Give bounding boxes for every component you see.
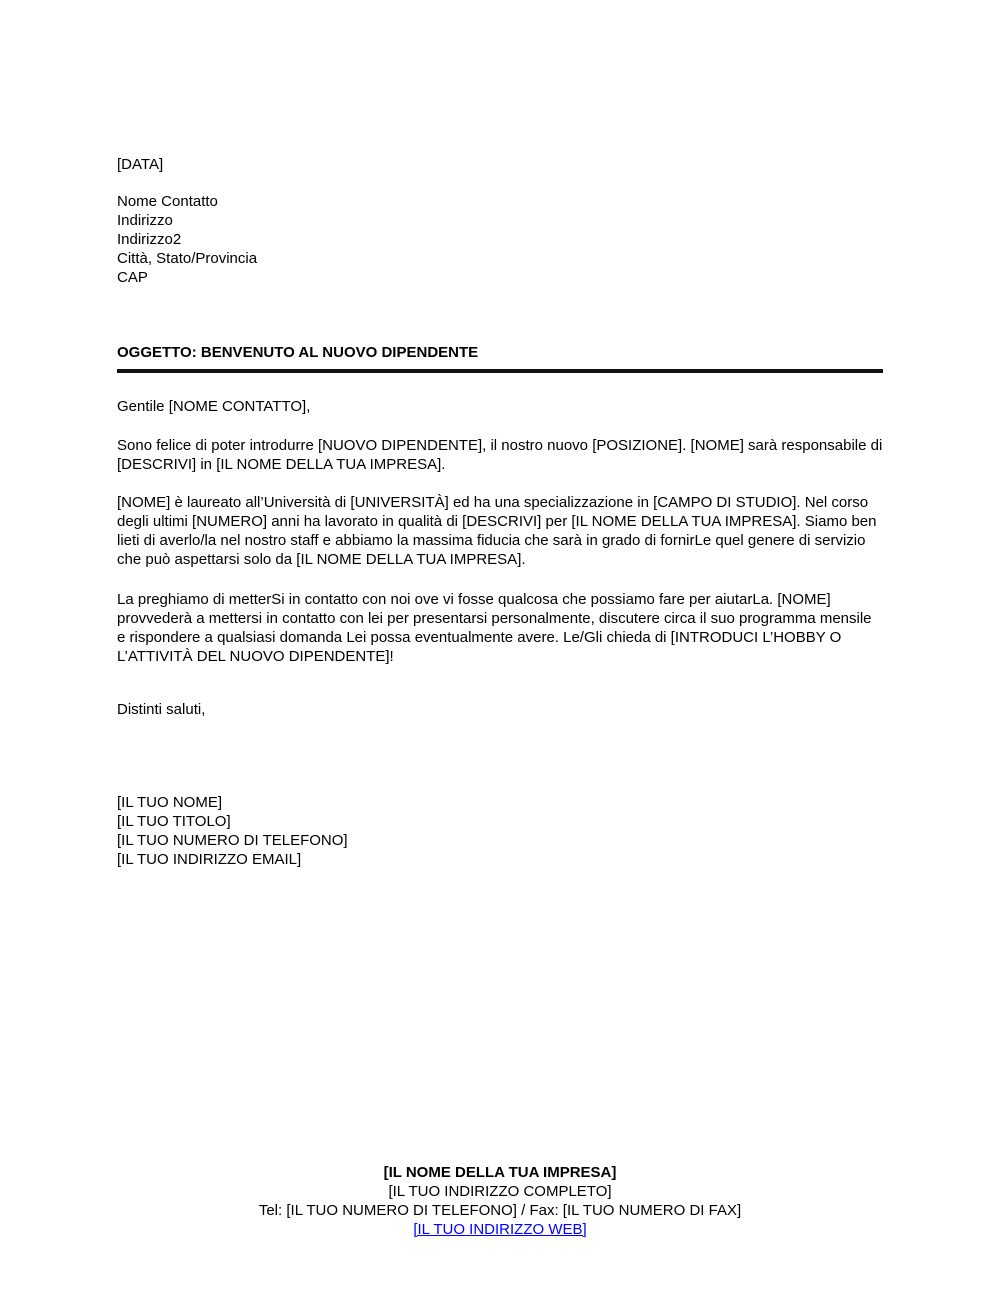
body-paragraph-3: La preghiamo di metterSi in contatto con noi ove vi fosse qualcosa che possiamo fare per aiutarLa. [NOME] provvederà a mettersi in contatto con lei per presentarsi personalmente, discutere circa il suo programma mensile e rispondere a qualsiasi domanda Lei possa eventualmente avere. Le/Gli chieda di [INTRODUCI L’HOBBY O L’ATTIVITÀ DEL NUOVO DIPENDENTE]!	[117, 591, 872, 665]
signature-name: [IL TUO NOME]	[117, 794, 223, 811]
recipient-address-block	[117, 192, 883, 287]
signature-title: [IL TUO TITOLO]	[117, 813, 231, 830]
subject-line: OGGETTO: BENVENUTO AL NUOVO DIPENDENTE	[117, 344, 479, 361]
signature-block	[117, 793, 883, 869]
recipient-address-2: Indirizzo2	[117, 231, 182, 248]
footer	[117, 1163, 883, 1239]
subject-divider-rule	[117, 369, 883, 373]
footer-tel-fax: Tel: [IL TUO NUMERO DI TELEFONO] / Fax: [IL TUO NUMERO DI FAX]	[258, 1202, 742, 1219]
salutation-text: Gentile [NOME CONTATTO],	[117, 398, 311, 415]
recipient-address-1: Indirizzo	[117, 212, 173, 229]
footer-website-link[interactable]: [IL TUO INDIRIZZO WEB]	[413, 1221, 587, 1238]
footer-company-name: [IL NOME DELLA TUA IMPRESA]	[383, 1164, 617, 1181]
recipient-postal-code: CAP	[117, 269, 148, 286]
body-paragraph-2: [NOME] è laureato all’Università di [UNIVERSITÀ] ed ha una specializzazione in [CAMPO DI STUDIO]. Nel corso degli ultimi [NUMERO] anni ha lavorato in qualità di [DESCRIVI] per [IL NOME DELLA TUA IMPRESA]. Siamo ben lieti di averlo/la nel nostro staff e abbiamo la massima fiducia che sarà in grado di fornirLe quel genere di servizio che può aspettarsi solo da [IL NOME DELLA TUA IMPRESA].	[117, 494, 877, 568]
body-paragraph-1: Sono felice di poter introdurre [NUOVO DIPENDENTE], il nostro nuovo [POSIZIONE]. [NOME] sarà responsabile di [DESCRIVI] in [IL NOME DELLA TUA IMPRESA].	[117, 437, 883, 473]
footer-website-row	[117, 1220, 883, 1239]
footer-address: [IL TUO INDIRIZZO COMPLETO]	[388, 1183, 612, 1200]
closing-text: Distinti saluti,	[117, 701, 206, 718]
date-placeholder: [DATA]	[117, 156, 164, 173]
signature-phone: [IL TUO NUMERO DI TELEFONO]	[117, 832, 348, 849]
recipient-name: Nome Contatto	[117, 193, 218, 210]
recipient-city-state: Città, Stato/Provincia	[117, 250, 258, 267]
signature-email: [IL TUO INDIRIZZO EMAIL]	[117, 851, 302, 868]
